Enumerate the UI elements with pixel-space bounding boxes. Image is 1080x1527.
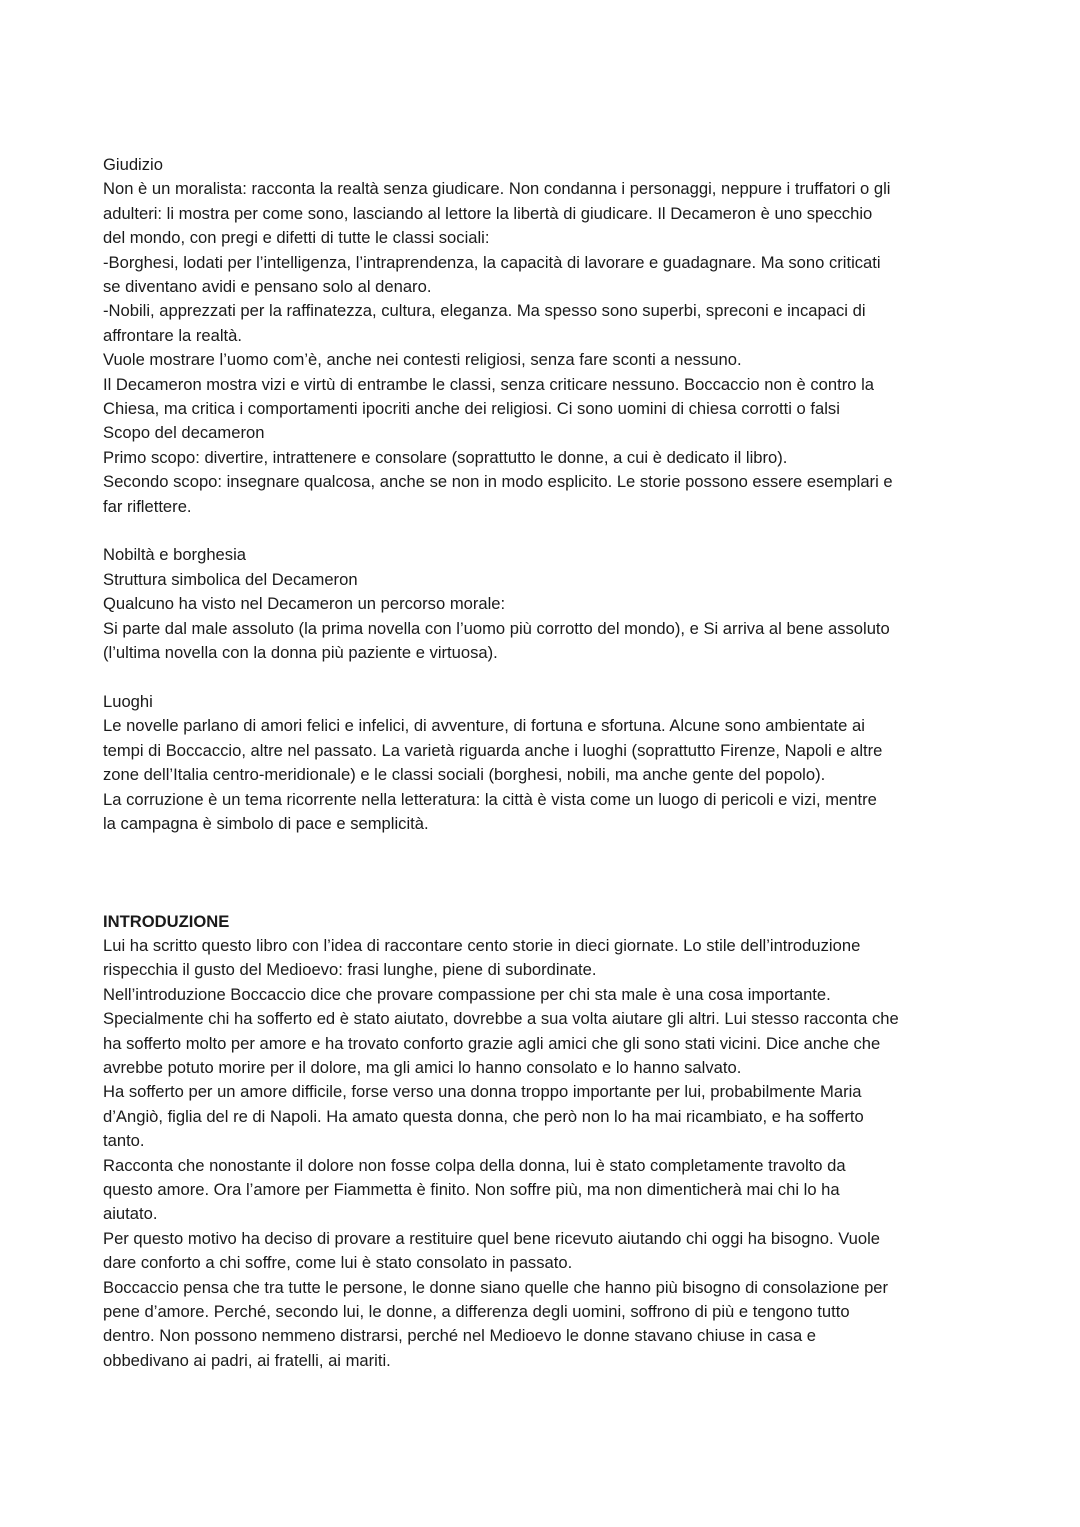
subsection-title-struttura: Struttura simbolica del Decameron <box>103 569 358 589</box>
text-line: Il Decameron mostra vizi e virtù di entrambe le classi, senza criticare nessuno. Boccaccio non è contro la <box>103 374 875 394</box>
text-line: Lui ha scritto questo libro con l’idea di raccontare cento storie in dieci giornate. Lo stile dell’introduzione <box>103 935 861 955</box>
text-line: dare conforto a chi soffre, come lui è stato consolato in passato. <box>103 1253 573 1273</box>
text-line: tempi di Boccaccio, altre nel passato. La varietà riguarda anche i luoghi (soprattutto Firenze, Napoli e altre <box>103 740 883 760</box>
section-nobilta <box>103 543 983 665</box>
section-introduzione <box>103 910 983 1374</box>
text-line: Chiesa, ma critica i comportamenti ipocriti anche dei religiosi. Ci sono uomini di chiesa corrotti o falsi <box>103 399 840 419</box>
subsection-title-scopo: Scopo del decameron <box>103 423 265 443</box>
text-line: Racconta che nonostante il dolore non fosse colpa della donna, lui è stato completamente travolto da <box>103 1155 846 1175</box>
section-title-nobilta: Nobiltà e borghesia <box>103 545 246 565</box>
section-title-luoghi: Luoghi <box>103 691 153 711</box>
spacer <box>103 519 983 543</box>
text-line: affrontare la realtà. <box>103 325 242 345</box>
text-line: questo amore. Ora l’amore per Fiammetta è finito. Non soffre più, ma non dimenticherà mai chi lo ha <box>103 1180 840 1199</box>
spacer <box>103 836 983 909</box>
text-line: Ha sofferto per un amore difficile, forse verso una donna troppo importante per lui, probabilmente Maria <box>103 1082 862 1102</box>
text-line: adulteri: li mostra per come sono, lasciando al lettore la libertà di giudicare. Il Decameron è uno specchio <box>103 203 873 223</box>
text-line: Per questo motivo ha deciso di provare a restituire quel bene ricevuto aiutando chi oggi ha bisogno. Vuole <box>103 1228 881 1248</box>
document-page <box>103 153 983 1373</box>
text-line: -Nobili, apprezzati per la raffinatezza, cultura, eleganza. Ma spesso sono superbi, spreconi e incapaci di <box>103 301 866 321</box>
text-line: la campagna è simbolo di pace e semplicità. <box>103 813 429 833</box>
text-line: Si parte dal male assoluto (la prima novella con l’uomo più corrotto del mondo), e Si arriva al bene assoluto <box>103 618 890 638</box>
text-line: del mondo, con pregi e difetti di tutte le classi sociali: <box>103 228 490 248</box>
text-line: pene d’amore. Perché, secondo lui, le donne, a differenza degli uomini, soffrono di più e tengono tutto <box>103 1302 850 1322</box>
text-line: Secondo scopo: insegnare qualcosa, anche se non in modo esplicito. Le storie possono essere esemplari e <box>103 472 893 492</box>
text-line: tanto. <box>103 1131 145 1151</box>
text-line: se diventano avidi e pensano solo al denaro. <box>103 277 432 297</box>
text-line: far riflettere. <box>103 496 192 516</box>
section-title-giudizio: Giudizio <box>103 155 163 174</box>
text-line: La corruzione è un tema ricorrente nella letteratura: la città è vista come un luogo di pericoli e vizi, mentre <box>103 789 877 809</box>
text-line: ha sofferto molto per amore e ha trovato conforto grazie agli amici che gli sono stati vicini. Dice anche che <box>103 1033 881 1053</box>
text-line: Boccaccio pensa che tra tutte le persone, le donne siano quelle che hanno più bisogno di consolazione per <box>103 1277 889 1297</box>
section-luoghi <box>103 690 983 836</box>
section-giudizio <box>103 153 983 519</box>
text-line: Qualcuno ha visto nel Decameron un percorso morale: <box>103 594 506 614</box>
text-line: Le novelle parlano di amori felici e infelici, di avventure, di fortuna e sfortuna. Alcune sono ambientate ai <box>103 716 865 736</box>
text-line: Specialmente chi ha sofferto ed è stato aiutato, dovrebbe a sua volta aiutare gli altri. Lui stesso racconta che <box>103 1009 899 1029</box>
text-line: -Borghesi, lodati per l’intelligenza, l’intraprendenza, la capacità di lavorare e guadagnare. Ma sono criticati <box>103 252 881 272</box>
text-line: zone dell’Italia centro-meridionale) e le classi sociali (borghesi, nobili, ma anche gente del popolo). <box>103 765 826 785</box>
section-heading-introduzione: INTRODUZIONE <box>103 911 230 931</box>
text-line: rispecchia il gusto del Medioevo: frasi lunghe, piene di subordinate. <box>103 960 597 980</box>
text-line: d’Angiò, figlia del re di Napoli. Ha amato questa donna, che però non lo ha mai ricambiato, e ha sofferto <box>103 1106 864 1126</box>
text-line: Nell’introduzione Boccaccio dice che provare compassione per chi sta male è una cosa importante. <box>103 984 831 1004</box>
text-line: avrebbe potuto morire per il dolore, ma gli amici lo hanno consolato e lo hanno salvato. <box>103 1057 742 1077</box>
text-line: dentro. Non possono nemmeno distrarsi, perché nel Medioevo le donne stavano chiuse in casa e <box>103 1326 817 1346</box>
text-line: Non è un moralista: racconta la realtà senza giudicare. Non condanna i personaggi, neppure i truffatori o gli <box>103 179 891 199</box>
text-line: aiutato. <box>103 1204 158 1224</box>
spacer <box>103 666 983 690</box>
text-line: (l’ultima novella con la donna più paziente e virtuosa). <box>103 643 498 663</box>
text-line: Vuole mostrare l’uomo com’è, anche nei contesti religiosi, senza fare sconti a nessuno. <box>103 350 742 370</box>
text-line: obbedivano ai padri, ai fratelli, ai mariti. <box>103 1350 391 1370</box>
text-line: Primo scopo: divertire, intrattenere e consolare (soprattutto le donne, a cui è dedicato il libro). <box>103 447 788 467</box>
